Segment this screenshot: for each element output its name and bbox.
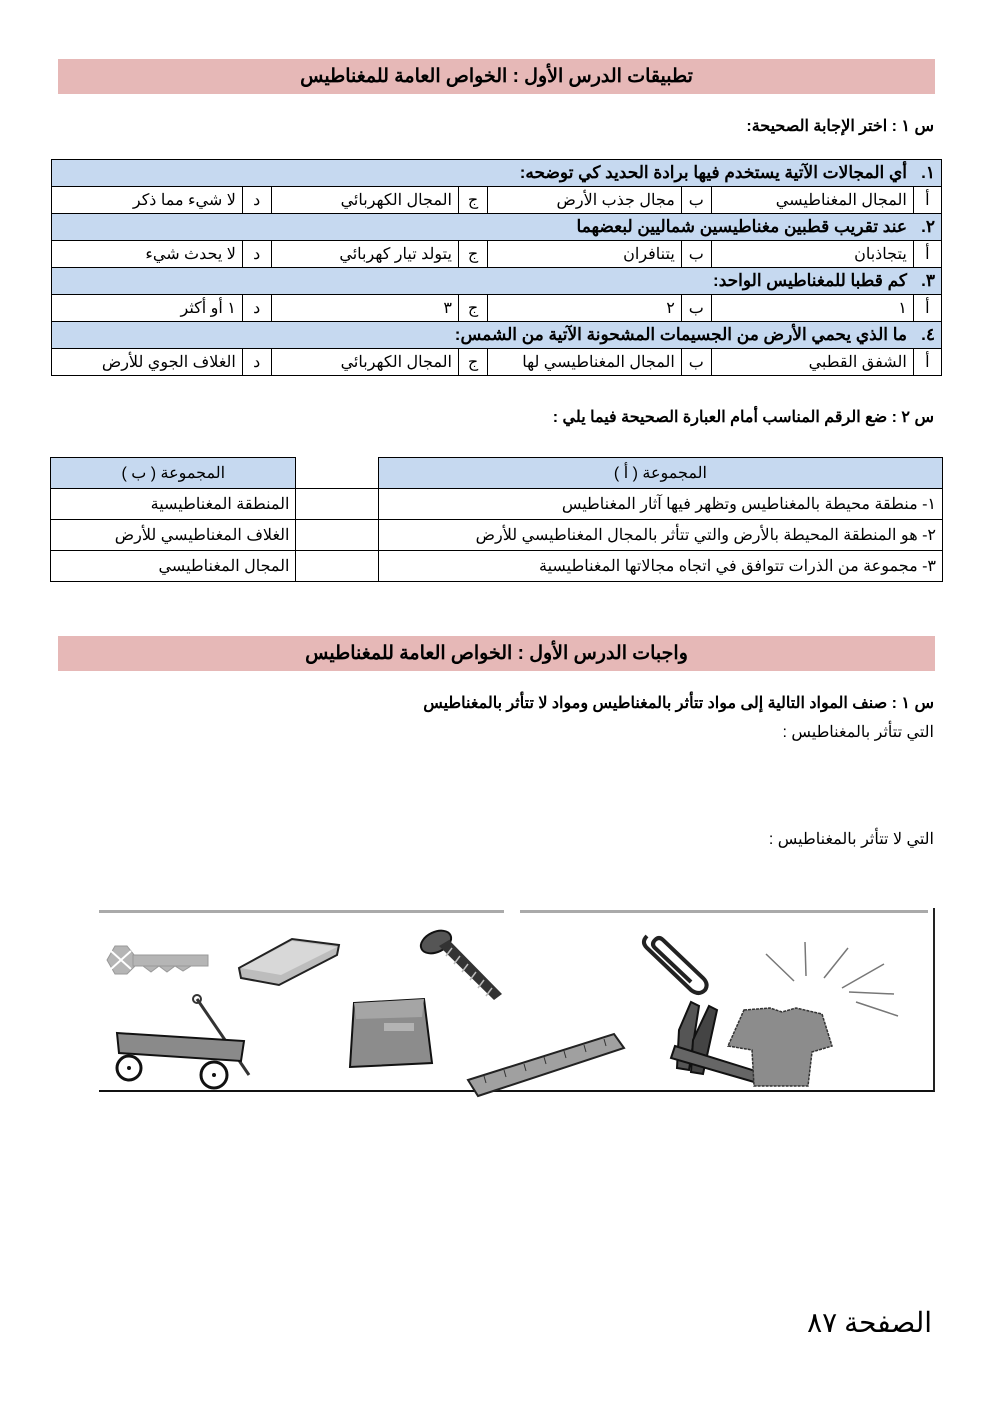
question-text: عند تقريب قطبين مغناطيسين شماليين لبعضهما: [576, 217, 907, 236]
group-a-item: ٣- مجموعة من الذرات تتوافق في اتجاه مجالاتها المغناطيسية: [378, 551, 942, 582]
section2-banner: واجبات الدرس الأول : الخواص العامة للمغناطيس: [58, 636, 935, 671]
t-shirt-icon: [724, 1006, 839, 1091]
option-letter: أ: [913, 187, 941, 214]
group-a-item: ٢- هو المنطقة المحيطة بالأرض والتي تتأثر بالمجال المغناطيسي للأرض: [378, 520, 942, 551]
group-a-item: ١- منطقة محيطة بالمغناطيس وتظهر فيها آثار المغناطيس: [378, 489, 942, 520]
option-text[interactable]: المجال الكهربائي: [271, 349, 458, 376]
option-letter: ج: [458, 349, 487, 376]
divider: [520, 910, 928, 913]
matching-table: [50, 457, 943, 582]
answer-blank[interactable]: [296, 551, 378, 582]
option-text[interactable]: لا شيء مما ذكر: [52, 187, 243, 214]
mcq-question-row: [52, 268, 942, 295]
option-text[interactable]: المجال الكهربائي: [271, 187, 458, 214]
mcq-options-row: [52, 187, 942, 214]
wagon-icon: [109, 993, 269, 1093]
mcq-question: [52, 322, 942, 349]
option-letter: أ: [913, 295, 941, 322]
ruler-icon: [464, 1028, 634, 1098]
option-text[interactable]: ١: [711, 295, 913, 322]
option-letter: د: [242, 295, 271, 322]
option-letter: ب: [681, 241, 711, 268]
page-number: الصفحة ٨٧: [807, 1308, 932, 1339]
option-letter: د: [242, 241, 271, 268]
not-affected-label: التي لا تتأثر بالمغناطيس :: [768, 831, 934, 848]
option-text[interactable]: المجال المغناطيسي لها: [488, 349, 682, 376]
key-icon: [103, 938, 213, 983]
option-letter: د: [242, 349, 271, 376]
matching-row: [51, 551, 943, 582]
option-text[interactable]: يتنافران: [488, 241, 682, 268]
option-letter: أ: [913, 241, 941, 268]
paper-clip-icon: [637, 928, 712, 1003]
option-letter: ج: [458, 187, 487, 214]
option-text[interactable]: يتولد تيار كهربائي: [271, 241, 458, 268]
question-text: كم قطبا للمغناطيس الواحد:: [713, 271, 907, 290]
group-a-header: المجموعة ( أ ): [378, 458, 942, 489]
answer-gap-header: [296, 458, 378, 489]
option-letter: ب: [681, 187, 711, 214]
mcq-options-row: [52, 349, 942, 376]
question-text: ما الذي يحمي الأرض من الجسيمات المشحونة الآتية من الشمس:: [454, 325, 907, 344]
divider: [99, 910, 504, 913]
matching-row: [51, 489, 943, 520]
option-text[interactable]: ٣: [271, 295, 458, 322]
group-b-item: المجال المغناطيسي: [51, 551, 296, 582]
question-number: ١.: [921, 163, 935, 182]
section1-q2-title: س ٢ : ضع الرقم المناسب أمام العبارة الصحيحة فيما يلي :: [552, 409, 934, 426]
option-text[interactable]: مجال جذب الأرض: [488, 187, 682, 214]
option-text[interactable]: ١ أو أكثر: [52, 295, 243, 322]
option-text[interactable]: الشفق القطبي: [711, 349, 913, 376]
option-letter: أ: [913, 349, 941, 376]
mcq-options-row: [52, 295, 942, 322]
matching-row: [51, 520, 943, 551]
paper-bag-icon: [344, 991, 439, 1071]
option-letter: ب: [681, 295, 711, 322]
option-text[interactable]: ٢: [488, 295, 682, 322]
mcq-question-row: [52, 322, 942, 349]
option-text[interactable]: الغلاف الجوي للأرض: [52, 349, 243, 376]
section1-q1-title: س ١ : اختر الإجابة الصحيحة:: [746, 118, 934, 135]
option-letter: ج: [458, 241, 487, 268]
option-letter: ب: [681, 349, 711, 376]
mcq-question-row: [52, 160, 942, 187]
affected-label: التي تتأثر بالمغناطيس :: [782, 724, 934, 741]
materials-image-panel: [99, 908, 935, 1092]
question-number: ٢.: [921, 217, 935, 236]
group-b-header: المجموعة ( ب ): [51, 458, 296, 489]
answer-blank[interactable]: [296, 489, 378, 520]
section1-banner: تطبيقات الدرس الأول : الخواص العامة للمغناطيس: [58, 59, 935, 94]
eraser-icon: [237, 933, 347, 993]
matching-header-row: [51, 458, 943, 489]
question-number: ٤.: [921, 325, 935, 344]
question-number: ٣.: [921, 271, 935, 290]
option-letter: ج: [458, 295, 487, 322]
group-b-item: الغلاف المغناطيسي للأرض: [51, 520, 296, 551]
group-b-item: المنطقة المغناطيسية: [51, 489, 296, 520]
question-text: أي المجالات الآتية يستخدم فيها برادة الحديد كي توضحه:: [519, 163, 907, 182]
option-letter: د: [242, 187, 271, 214]
mcq-options-row: [52, 241, 942, 268]
mcq-question: [52, 214, 942, 241]
option-text[interactable]: المجال المغناطيسي: [711, 187, 913, 214]
mcq-table: [51, 159, 942, 376]
mcq-question: [52, 268, 942, 295]
section2-q1-title: س ١ : صنف المواد التالية إلى مواد تتأثر بالمغناطيس ومواد لا تتأثر بالمغناطيس: [423, 695, 934, 712]
option-text[interactable]: يتجاذبان: [711, 241, 913, 268]
mcq-question-row: [52, 214, 942, 241]
option-text[interactable]: لا يحدث شيء: [52, 241, 243, 268]
mcq-question: [52, 160, 942, 187]
answer-blank[interactable]: [296, 520, 378, 551]
